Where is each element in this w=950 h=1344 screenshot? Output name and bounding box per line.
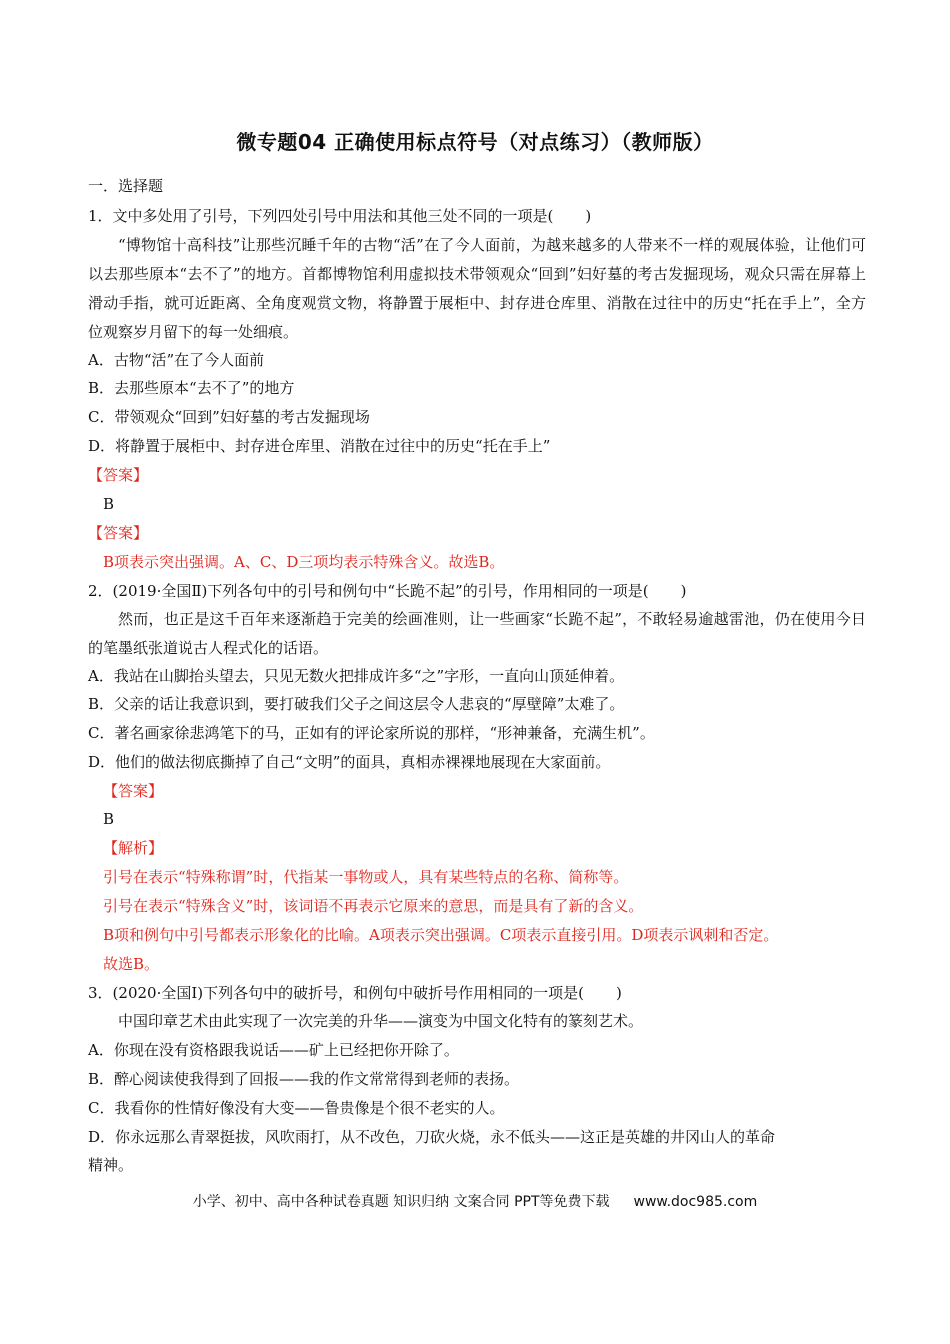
question-3-passage: 中国印章艺术由此实现了一次完美的升华——演变为中国文化特有的篆刻艺术。 xyxy=(118,1012,644,1030)
question-2-option-d: D．他们的做法彻底撕掉了自己“文明”的面具，真相赤裸裸地展现在大家面前。 xyxy=(88,753,611,771)
question-3-stem-text: 3．(2020·全国Ⅰ)下列各句中的破折号，和例句中破折号作用相同的一项是( xyxy=(88,984,584,1002)
question-3-option-c: C．我看你的性情好像没有大变——鲁贵像是个很不老实的人。 xyxy=(88,1099,505,1117)
question-2-option-c: C．著名画家徐悲鸿笔下的马，正如有的评论家所说的那样，“形神兼备，充满生机”。 xyxy=(88,724,655,742)
section-heading: 一．选择题 xyxy=(88,177,164,195)
question-2-analysis-label: 【解析】 xyxy=(103,839,164,857)
page-footer xyxy=(0,1191,950,1211)
question-3-stem xyxy=(88,983,622,1003)
question-2-stem xyxy=(88,581,686,601)
page-title: 微专题04 正确使用标点符号（对点练习）（教师版） xyxy=(236,130,714,154)
question-1-answer: B xyxy=(103,495,115,513)
question-2-analysis-line: 引号在表示“特殊含义”时，该词语不再表示它原来的意思，而是具有了新的含义。 xyxy=(103,897,644,915)
question-2-passage: 然而，也正是这千百年来逐渐趋于完美的绘画准则，让一些画家“长跪不起”，不敢轻易逾越雷池，仍在使用今日的笔墨纸张道说古人程式化的话语。 xyxy=(88,610,866,657)
footer-link[interactable]: www.doc985.com xyxy=(633,1194,758,1210)
question-1-option-b: B．去那些原本“去不了”的地方 xyxy=(88,379,295,397)
question-2-analysis-line: 引号在表示“特殊称谓”时，代指某一事物或人，具有某些特点的名称、简称等。 xyxy=(103,868,629,886)
question-1-option-c: C．带领观众“回到”妇好墓的考古发掘现场 xyxy=(88,408,370,426)
question-2-analysis-line: B项和例句中引号都表示形象化的比喻。A项表示突出强调。C项表示直接引用。D项表示讽刺和否定。 xyxy=(103,926,779,944)
question-1-option-d: D．将静置于展柜中、封存进仓库里、消散在过往中的历史“托在手上” xyxy=(88,437,551,455)
question-3-option-d: D．你永远那么青翠挺拔，风吹雨打，从不改色，刀砍火烧，永不低头——这正是英雄的井冈山人的革命 xyxy=(88,1128,776,1146)
question-2-answer: B xyxy=(103,810,115,828)
question-3-option-a: A．你现在没有资格跟我说话——矿上已经把你开除了。 xyxy=(88,1041,459,1059)
question-1-answer-label: 【答案】 xyxy=(88,466,149,484)
question-1-stem xyxy=(88,206,591,226)
question-2-option-a: A．我站在山脚抬头望去，只见无数火把排成许多“之”字形，一直向山顶延伸着。 xyxy=(88,667,625,685)
question-1-stem-text: 1．文中多处用了引号，下列四处引号中用法和其他三处不同的一项是( xyxy=(88,207,554,225)
question-2-stem-text: 2．(2019·全国Ⅱ)下列各句中的引号和例句中“长跪不起”的引号，作用相同的一项是( xyxy=(88,582,649,600)
question-1-passage: “博物馆十高科技”让那些沉睡千年的古物“活”在了今人面前，为越来越多的人带来不一样的观展体验，让他们可以去那些原本“去不了”的地方。首都博物馆利用虚拟技术带领观众“回到”妇好墓的考古发掘现场，观众只需在屏幕上滑动手指，就可近距离、全角度观赏文物，将静置于展柜中、封存进仓库里、消散在过往中的历史“托在手上”，全方位观察岁月留下的每一处细痕。 xyxy=(88,236,866,341)
question-2-option-b: B．父亲的话让我意识到，要打破我们父子之间这层令人悲哀的“厚壁障”太难了。 xyxy=(88,695,625,713)
question-2-analysis-line: 故选B。 xyxy=(103,955,160,973)
footer-text: 小学、初中、高中各种试卷真题 知识归纳 文案合同 PPT等免费下载 xyxy=(192,1194,610,1210)
question-3-stem-close: ) xyxy=(615,984,622,1002)
question-2-answer-label: 【答案】 xyxy=(103,782,164,800)
question-1-analysis-label: 【答案】 xyxy=(88,524,149,542)
question-1-option-a: A．古物“活”在了今人面前 xyxy=(88,351,265,369)
question-3-option-d-cont: 精神。 xyxy=(88,1156,134,1174)
question-1-analysis: B项表示突出强调。A、C、D三项均表示特殊含义。故选B。 xyxy=(103,553,505,571)
question-1-stem-close: ) xyxy=(585,207,592,225)
question-2-stem-close: ) xyxy=(680,582,687,600)
question-3-option-b: B．醉心阅读使我得到了回报——我的作文常常得到老师的表扬。 xyxy=(88,1070,520,1088)
